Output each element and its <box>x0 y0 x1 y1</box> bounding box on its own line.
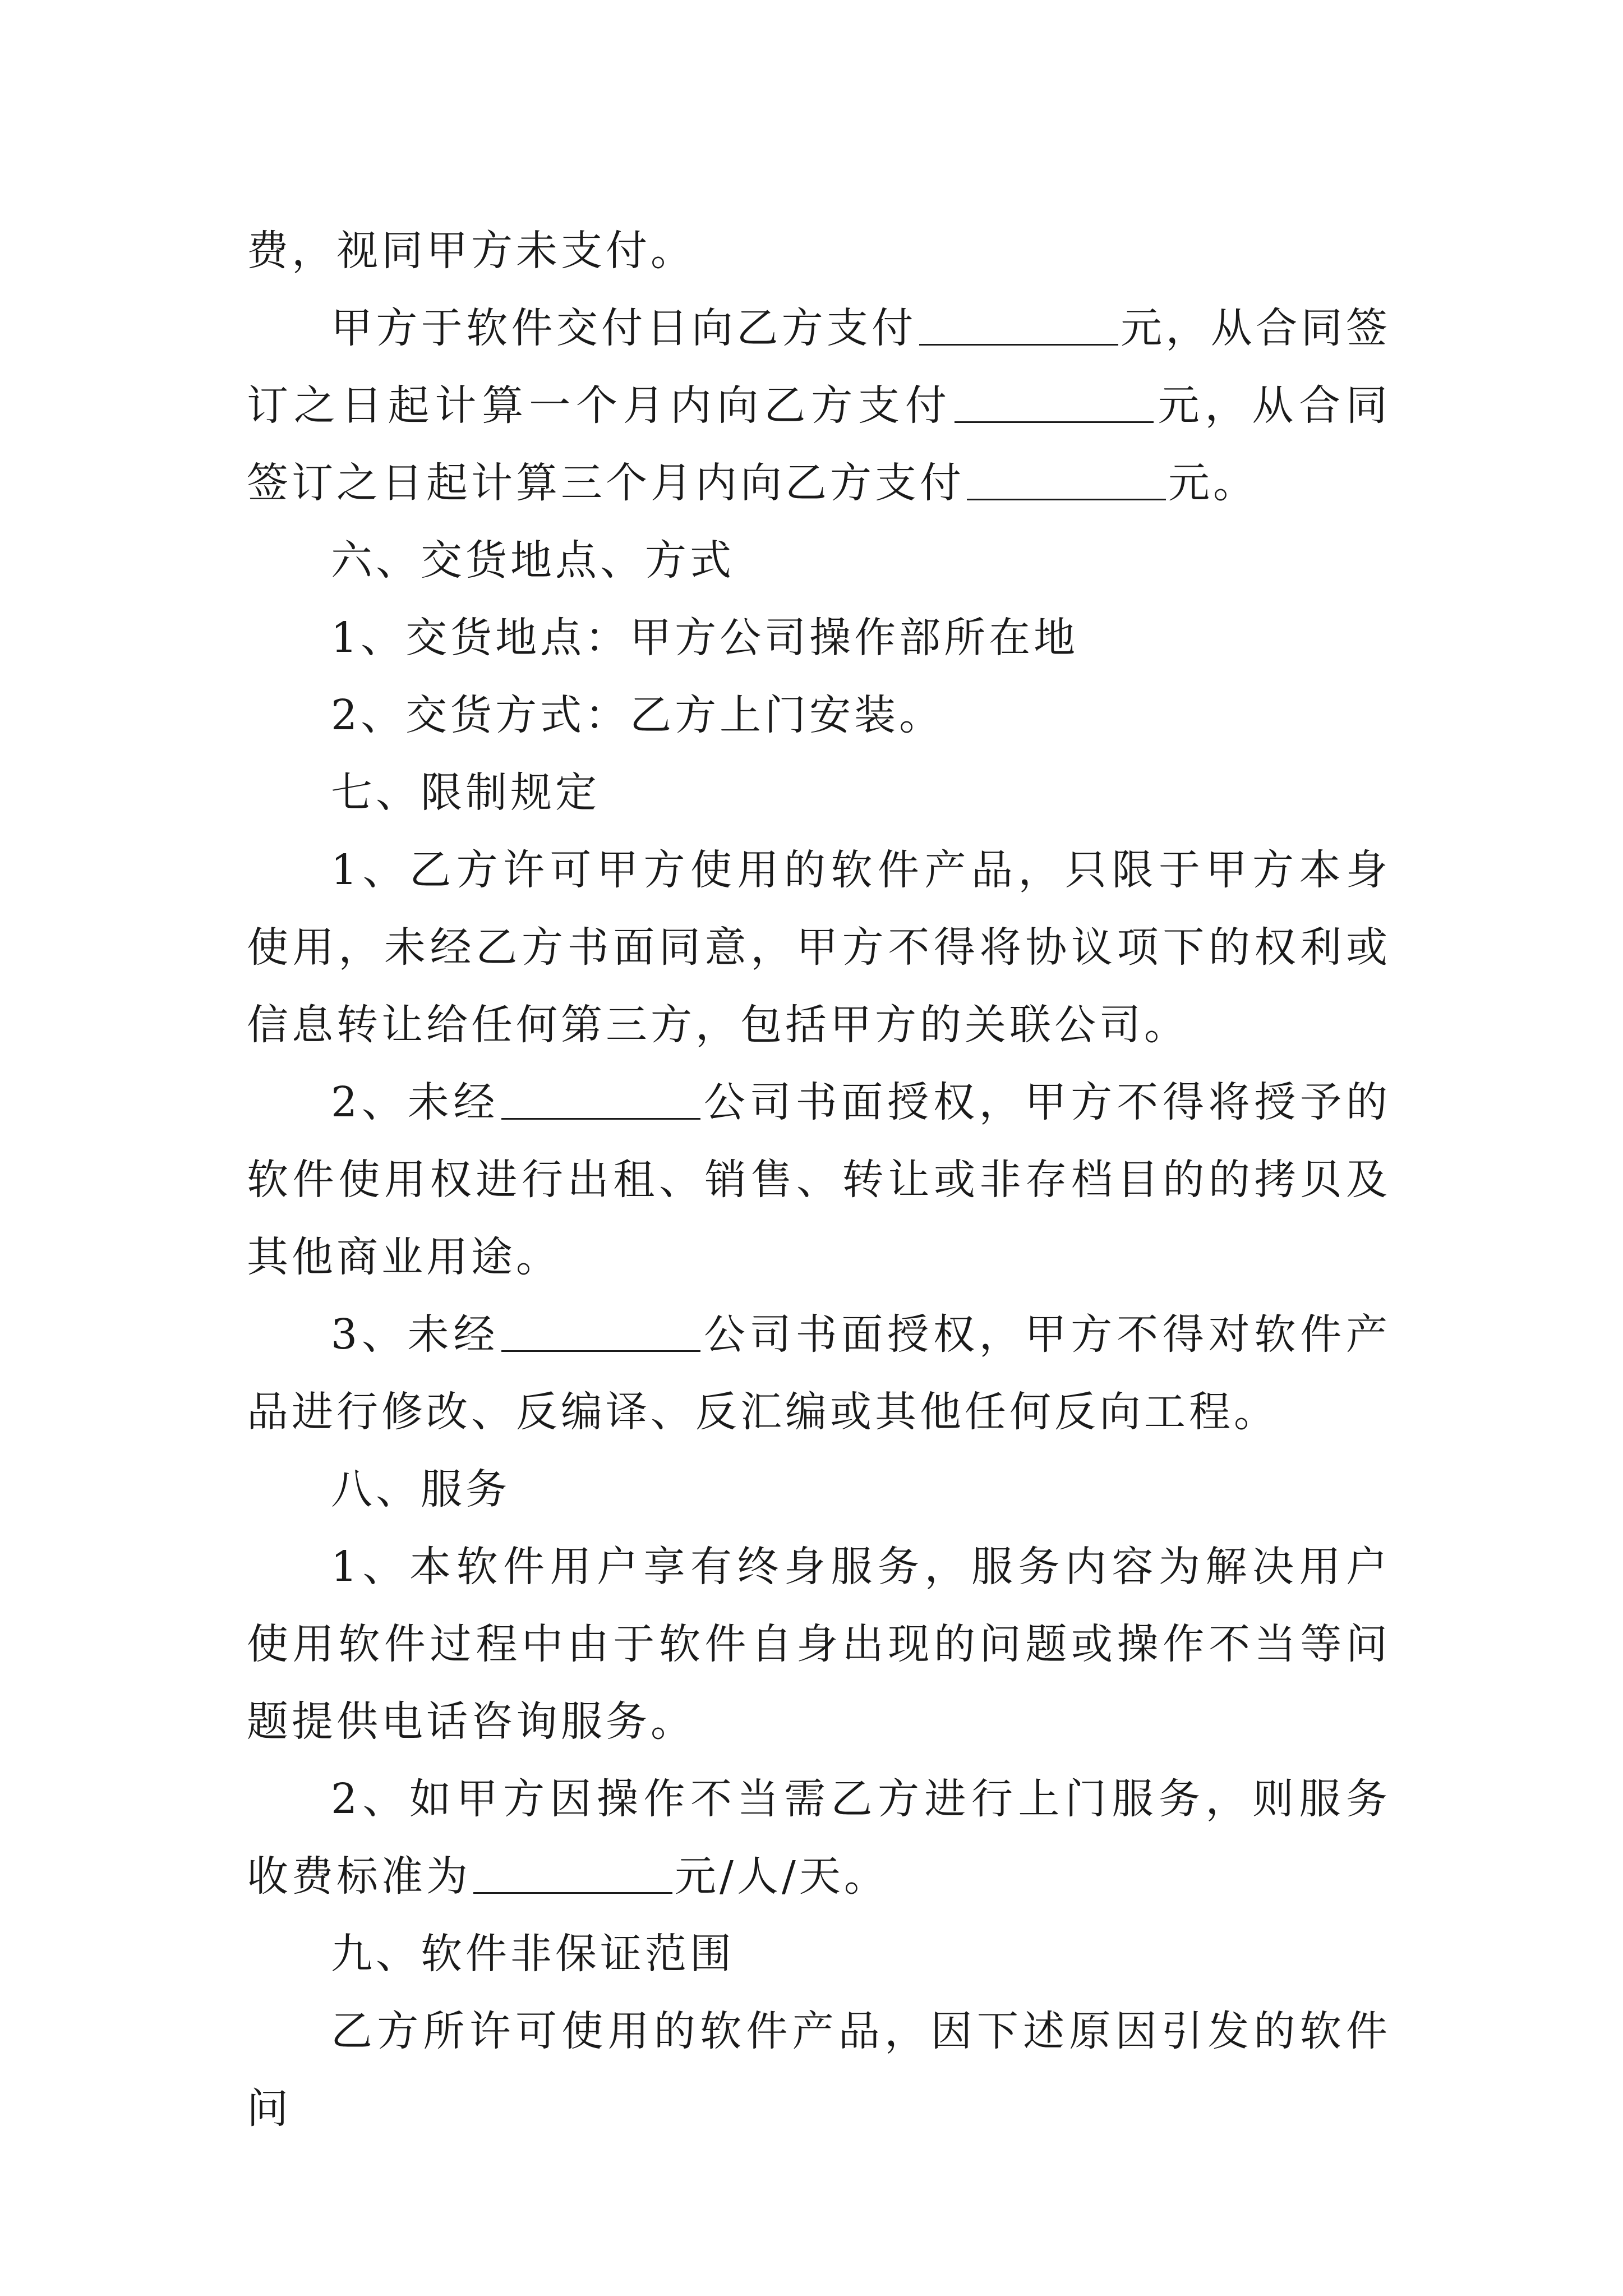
paragraph-p8 <box>247 1064 1391 1296</box>
paragraph-p2 <box>247 289 1391 522</box>
document-body <box>247 212 1391 2147</box>
fill-in-blank <box>955 380 1154 423</box>
paragraph-text: 甲方于软件交付日向乙方支付 <box>331 304 917 352</box>
paragraph-text: 九、软件非保证范围 <box>331 1930 735 1978</box>
paragraph-text: 元/人/天。 <box>675 1852 889 1901</box>
paragraph-text: 元，从合同签订之日起计算一个月内向乙方支付 <box>247 304 1391 430</box>
fill-in-blank <box>501 1309 700 1352</box>
paragraph-text: 六、交货地点、方式 <box>331 536 735 585</box>
paragraph-text: 七、限制规定 <box>331 769 600 817</box>
paragraph-p7 <box>247 831 1391 1064</box>
paragraph-p14 <box>247 1993 1391 2147</box>
paragraph-p6 <box>247 754 1391 831</box>
paragraph-text: 1、乙方许可甲方使用的软件产品，只限于甲方本身使用，未经乙方书面同意，甲方不得将协议项下的权利或信息转让给任何第三方，包括甲方的关联公司。 <box>247 846 1391 1049</box>
paragraph-p9 <box>247 1296 1391 1451</box>
paragraph-text: 元，从合同签订之日起计算三个月内向乙方支付 <box>247 381 1391 507</box>
paragraph-text: 2、未经 <box>331 1078 500 1126</box>
paragraph-p1 <box>247 212 1391 289</box>
paragraph-p3 <box>247 522 1391 599</box>
paragraph-text: 1、本软件用户享有终身服务，服务内容为解决用户使用软件过程中由于软件自身出现的问题或操作不当等问题提供电话咨询服务。 <box>247 1543 1391 1746</box>
paragraph-text: 公司书面授权，甲方不得将授予的软件使用权进行出租、销售、转让或非存档目的的拷贝及其他商业用途。 <box>247 1078 1391 1281</box>
paragraph-text: 八、服务 <box>331 1465 510 1513</box>
paragraph-text: 2、交货方式：乙方上门安装。 <box>331 691 944 739</box>
paragraph-p13 <box>247 1915 1391 1993</box>
paragraph-p4 <box>247 599 1391 677</box>
paragraph-p12 <box>247 1760 1391 1915</box>
paragraph-text: 乙方所许可使用的软件产品，因下述原因引发的软件问 <box>247 2007 1391 2133</box>
paragraph-text: 2、如甲方因操作不当需乙方进行上门服务，则服务收费标准为 <box>247 1775 1391 1901</box>
fill-in-blank <box>967 457 1166 500</box>
fill-in-blank <box>501 1076 700 1120</box>
paragraph-text: 3、未经 <box>331 1310 500 1359</box>
paragraph-text: 公司书面授权，甲方不得对软件产品进行修改、反编译、反汇编或其他任何反向工程。 <box>247 1310 1391 1436</box>
paragraph-p11 <box>247 1528 1391 1760</box>
paragraph-p5 <box>247 677 1391 754</box>
fill-in-blank <box>473 1851 672 1894</box>
paragraph-text: 元。 <box>1168 459 1258 507</box>
paragraph-text: 1、交货地点：甲方公司操作部所在地 <box>331 614 1079 662</box>
fill-in-blank <box>919 302 1118 346</box>
paragraph-text: 费，视同甲方未支付。 <box>247 227 695 275</box>
paragraph-p10 <box>247 1451 1391 1528</box>
